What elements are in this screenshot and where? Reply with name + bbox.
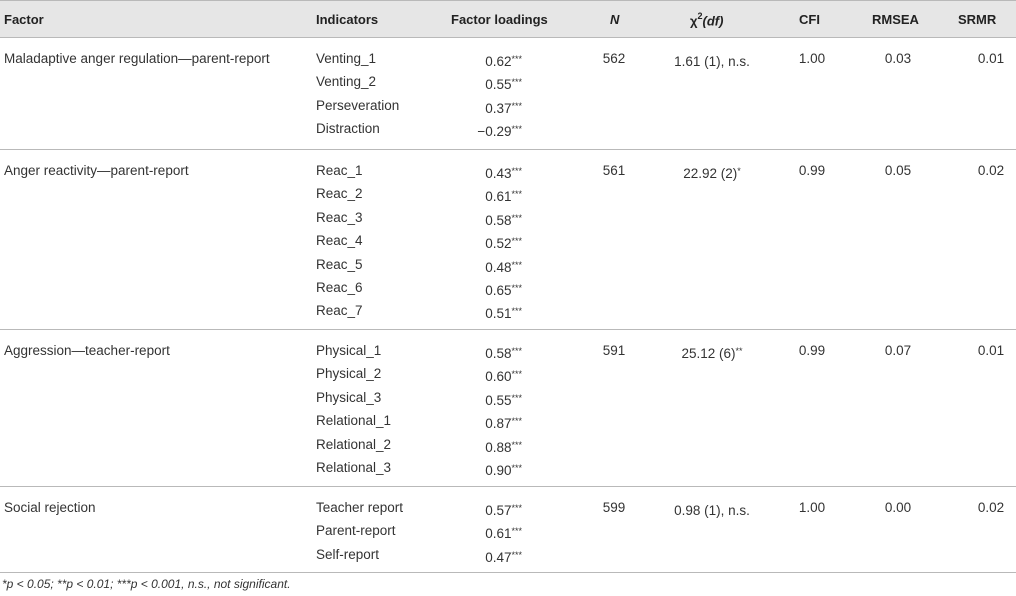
srmr-value: 0.01	[977, 343, 1005, 358]
header-srmr: SRMR	[958, 12, 997, 27]
header-factor: Factor	[4, 12, 44, 27]
factor-group	[0, 330, 1016, 487]
rmsea-value: 0.00	[884, 500, 912, 515]
loading-significance: ***	[511, 416, 522, 427]
loading-significance: ***	[511, 503, 522, 513]
factor-loading	[485, 500, 522, 519]
loading-significance: ***	[511, 392, 522, 403]
factor-loading	[485, 303, 522, 322]
loading-significance: ***	[511, 212, 522, 223]
loading-value: 0.58	[485, 346, 512, 361]
factor-name: Social rejection	[4, 500, 96, 515]
factor-group	[0, 487, 1016, 573]
loading-value: 0.61	[485, 526, 512, 542]
factor-name: Anger reactivity—parent-report	[4, 163, 189, 178]
loading-value: 0.51	[485, 306, 512, 322]
loading-value: 0.88	[485, 439, 512, 455]
indicator-name: Self-report	[316, 546, 380, 562]
factor-loading	[485, 547, 522, 566]
factor-loading	[485, 460, 522, 479]
loading-significance: ***	[511, 369, 522, 380]
indicator-name: Reac_6	[316, 280, 363, 295]
indicator-name: Reac_3	[316, 209, 363, 225]
factor-name: Maladaptive anger regulation—parent-report	[4, 51, 270, 66]
srmr-value: 0.02	[977, 163, 1005, 178]
factor-loading	[485, 257, 522, 276]
srmr-value: 0.02	[977, 500, 1005, 515]
loading-value: 0.90	[485, 463, 512, 478]
chi-square-value	[681, 343, 742, 362]
indicator-name: Reac_7	[316, 303, 363, 319]
indicator-name: Relational_2	[316, 436, 392, 452]
cfi-value: 1.00	[798, 51, 826, 66]
indicator-name: Distraction	[316, 121, 380, 137]
header-chi	[690, 12, 723, 28]
indicator-name: Reac_4	[316, 233, 363, 249]
loading-value: 0.55	[485, 392, 512, 408]
table-footnote: *p < 0.05; **p < 0.01; ***p < 0.001, n.s., not significant.	[2, 577, 291, 591]
factor-loading	[485, 233, 522, 252]
factor-loading	[485, 163, 522, 182]
chi-square-value	[674, 500, 750, 519]
loading-value: 0.61	[485, 189, 512, 205]
loading-value: 0.58	[485, 212, 512, 228]
rmsea-value: 0.03	[884, 51, 912, 66]
factor-group	[0, 38, 1016, 150]
loading-significance: ***	[511, 463, 522, 473]
cfi-value: 1.00	[798, 500, 826, 515]
header-rmsea: RMSEA	[872, 12, 919, 27]
loading-significance: ***	[511, 526, 522, 537]
factor-name: Aggression—teacher-report	[4, 343, 170, 358]
factor-loading	[485, 74, 522, 93]
factor-loading	[485, 437, 522, 456]
loading-value: 0.57	[485, 503, 512, 518]
n-value: 599	[602, 500, 626, 515]
factor-loading	[485, 280, 522, 299]
header-indicators: Indicators	[316, 12, 379, 27]
loading-significance: ***	[511, 259, 522, 270]
indicator-name: Venting_2	[316, 74, 377, 90]
loading-value: 0.55	[485, 77, 512, 93]
indicator-name: Reac_2	[316, 186, 363, 202]
loading-significance: ***	[511, 236, 522, 247]
loading-significance: ***	[511, 54, 522, 64]
factor-loading	[485, 51, 522, 70]
loading-significance: ***	[511, 439, 522, 450]
factor-loading	[477, 121, 522, 140]
chi-square-significance: *	[737, 166, 741, 176]
loading-significance: ***	[511, 166, 522, 176]
n-value: 561	[602, 163, 626, 178]
loading-significance: ***	[511, 346, 522, 356]
factor-loading	[485, 98, 522, 117]
srmr-value: 0.01	[977, 51, 1005, 66]
loading-value: 0.87	[485, 416, 512, 432]
indicator-name: Parent-report	[316, 523, 396, 539]
loading-value: 0.43	[485, 166, 512, 181]
chi-square-text: 22.92 (2)	[683, 166, 738, 181]
chi-square-value	[683, 163, 741, 182]
rmsea-value: 0.07	[884, 343, 912, 358]
factor-loading	[485, 210, 522, 229]
indicator-name: Perseveration	[316, 97, 400, 113]
loading-significance: ***	[511, 189, 522, 200]
n-value: 562	[602, 51, 626, 66]
indicator-name: Physical_1	[316, 343, 382, 358]
header-cfi: CFI	[799, 12, 820, 27]
loading-value: 0.47	[485, 549, 512, 565]
factor-loading	[485, 390, 522, 409]
loading-significance: ***	[511, 100, 522, 111]
table-header	[0, 0, 1016, 38]
loading-significance: ***	[511, 77, 522, 88]
factor-group	[0, 150, 1016, 330]
chi-square-text: 1.61 (1), n.s.	[674, 54, 750, 69]
indicator-name: Relational_3	[316, 460, 392, 475]
indicator-name: Venting_1	[316, 51, 377, 66]
header-chi-df: (df)	[702, 13, 724, 29]
chi-square-text: 25.12 (6)	[681, 346, 736, 361]
loading-value: −0.29	[477, 124, 512, 140]
loading-significance: ***	[511, 306, 522, 317]
factor-loading	[485, 186, 522, 205]
loading-value: 0.37	[485, 100, 512, 116]
header-chi-symbol: χ	[690, 13, 698, 29]
factor-loading	[485, 366, 522, 385]
factor-loading	[485, 343, 522, 362]
factor-loading	[485, 523, 522, 542]
cfi-value: 0.99	[798, 163, 826, 178]
chi-square-value	[674, 51, 750, 70]
factor-loading	[485, 413, 522, 432]
cfi-value: 0.99	[798, 343, 826, 358]
indicator-name: Physical_3	[316, 389, 382, 405]
loading-value: 0.48	[485, 259, 512, 275]
header-chi-sup: 2	[697, 11, 703, 21]
header-loadings: Factor loadings	[451, 12, 548, 27]
header-n: N	[610, 12, 620, 27]
indicator-name: Reac_5	[316, 256, 363, 272]
indicator-name: Teacher report	[316, 500, 404, 515]
loading-significance: ***	[511, 549, 522, 560]
loading-value: 0.62	[485, 54, 512, 69]
indicator-name: Reac_1	[316, 163, 363, 178]
indicator-name: Physical_2	[316, 366, 382, 382]
chi-square-significance: **	[735, 346, 743, 356]
chi-square-text: 0.98 (1), n.s.	[674, 503, 750, 518]
loading-value: 0.52	[485, 236, 512, 252]
rmsea-value: 0.05	[884, 163, 912, 178]
indicator-name: Relational_1	[316, 413, 392, 429]
loading-value: 0.65	[485, 283, 512, 298]
loading-significance: ***	[511, 124, 522, 135]
loading-significance: ***	[511, 283, 522, 293]
loading-value: 0.60	[485, 369, 512, 385]
n-value: 591	[602, 343, 626, 358]
